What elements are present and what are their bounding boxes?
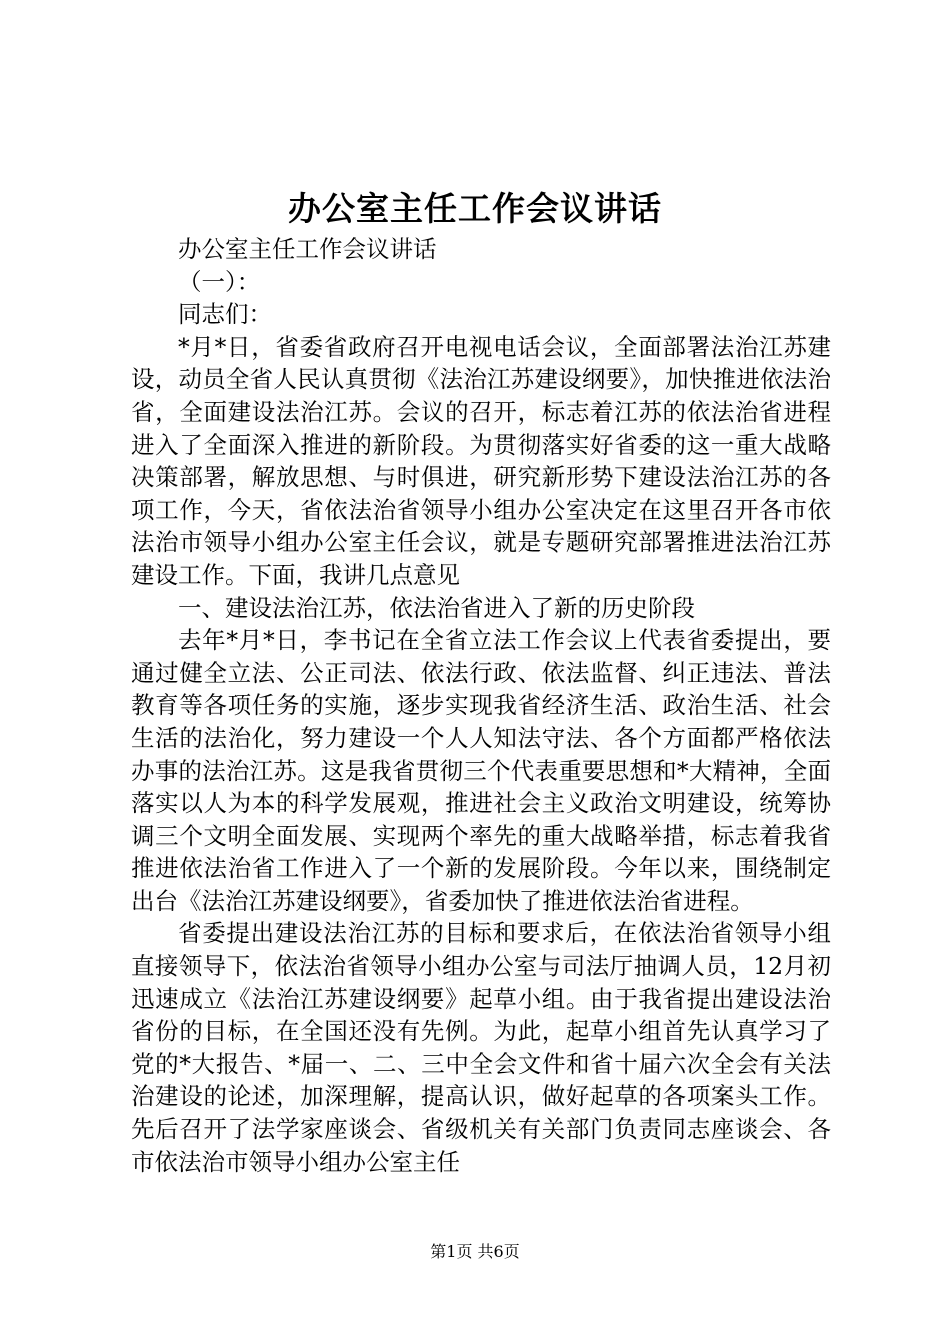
document-body <box>131 233 831 1178</box>
paragraph-subtitle: 办公室主任工作会议讲话 <box>178 235 437 263</box>
paragraph-body-1: 去年*月*日，李书记在全省立法工作会议上代表省委提出，要通过健全立法、公正司法、依法行政、依法监督、纠正违法、普法教育等各项任务的实施，逐步实现我省经济生活、政治生活、社会生活的法治化，努力建设一个人人知法守法、各个方面都严格依法办事的法治江苏。这是我省贯彻三个代表重要思想和*大精神，全面落实以人为本的科学发展观，推进社会主义政治文明建设，统筹协调三个文明全面发展、实现两个率先的重大战略举措，标志着我省推进依法治省工作进入了一个新的发展阶段。今年以来，围绕制定出台《法治江苏建设纲要》，省委加快了推进依法治省进程。 <box>131 626 831 915</box>
document-title: 办公室主任工作会议讲话 <box>288 189 662 228</box>
paragraph-intro: *月*日，省委省政府召开电视电话会议，全面部署法治江苏建设，动员全省人民认真贯彻《法治江苏建设纲要》，加快推进依法治省，全面建设法治江苏。会议的召开，标志着江苏的依法治省进程进入了全面深入推进的新阶段。为贯彻落实好省委的这一重大战略决策部署，解放思想、与时俱进，研究新形势下建设法治江苏的各项工作，今天，省依法治省领导小组办公室决定在这里召开各市依法治市领导小组办公室主任会议，就是专题研究部署推进法治江苏建设工作。下面，我讲几点意见 <box>131 332 831 589</box>
paragraph-section-number: （一）： <box>178 267 261 296</box>
paragraph-salutation: 同志们： <box>178 300 272 329</box>
paragraph-heading-1: 一、建设法治江苏，依法治省进入了新的历史阶段 <box>178 593 695 622</box>
paragraph-body-2: 省委提出建设法治江苏的目标和要求后，在依法治省领导小组直接领导下，依法治省领导小组办公室与司法厅抽调人员，12月初迅速成立《法治江苏建设纲要》起草小组。由于我省提出建设法治省份的目标，在全国还没有先例。为此，起草小组首先认真学习了党的*大报告、*届一、二、三中全会文件和省十届六次全会有关法治建设的论述，加深理解，提高认识，做好起草的各项案头工作。先后召开了法学家座谈会、省级机关有关部门负责同志座谈会、各市依法治市领导小组办公室主任 <box>131 919 831 1176</box>
page-footer: 第1页 共6页 <box>430 1242 520 1261</box>
